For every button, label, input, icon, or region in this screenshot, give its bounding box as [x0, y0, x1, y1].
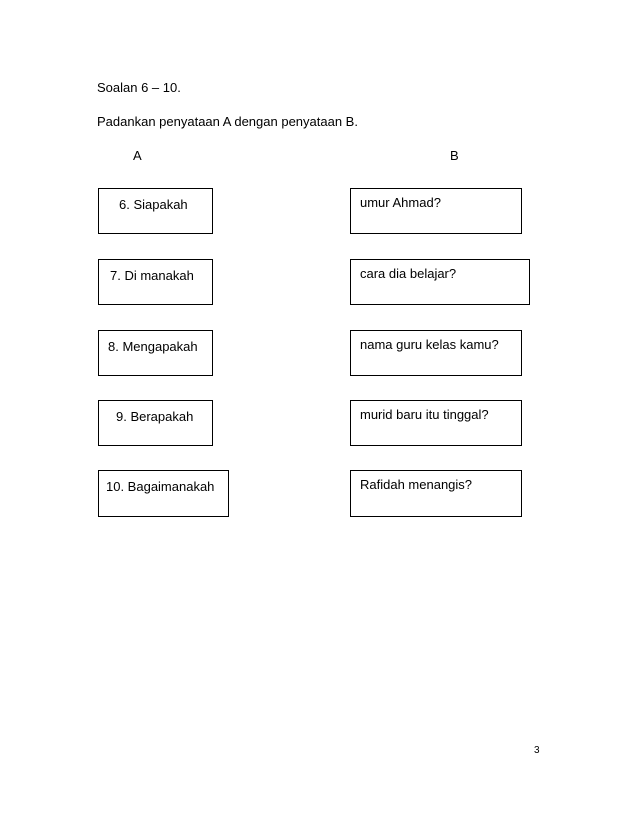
column-b-item-2 — [350, 259, 530, 305]
column-a-item-label: 9. Berapakah — [116, 409, 194, 424]
column-a-item-8 — [98, 330, 213, 376]
column-a-item-10 — [98, 470, 229, 517]
column-b-item-1 — [350, 188, 522, 234]
question-heading: Soalan 6 – 10. — [97, 80, 181, 95]
column-b-item-label: umur Ahmad? — [360, 195, 441, 210]
instruction-text: Padankan penyataan A dengan penyataan B. — [97, 114, 358, 129]
column-b-item-4 — [350, 400, 522, 446]
column-a-item-label: 10. Bagaimanakah — [106, 479, 215, 494]
column-a-label: A — [133, 148, 142, 163]
column-b-item-label: nama guru kelas kamu? — [360, 337, 499, 352]
column-a-item-label: 6. Siapakah — [119, 197, 188, 212]
page-number: 3 — [534, 745, 540, 756]
column-b-item-5 — [350, 470, 522, 517]
column-a-item-label: 8. Mengapakah — [108, 339, 198, 354]
column-b-item-3 — [350, 330, 522, 376]
column-a-item-6 — [98, 188, 213, 234]
column-a-item-7 — [98, 259, 213, 305]
column-a-item-9 — [98, 400, 213, 446]
column-a-item-label: 7. Di manakah — [110, 268, 194, 283]
column-b-item-label: cara dia belajar? — [360, 266, 457, 281]
column-b-item-label: murid baru itu tinggal? — [360, 407, 489, 422]
column-b-label: B — [450, 148, 459, 163]
column-b-item-label: Rafidah menangis? — [360, 477, 473, 492]
